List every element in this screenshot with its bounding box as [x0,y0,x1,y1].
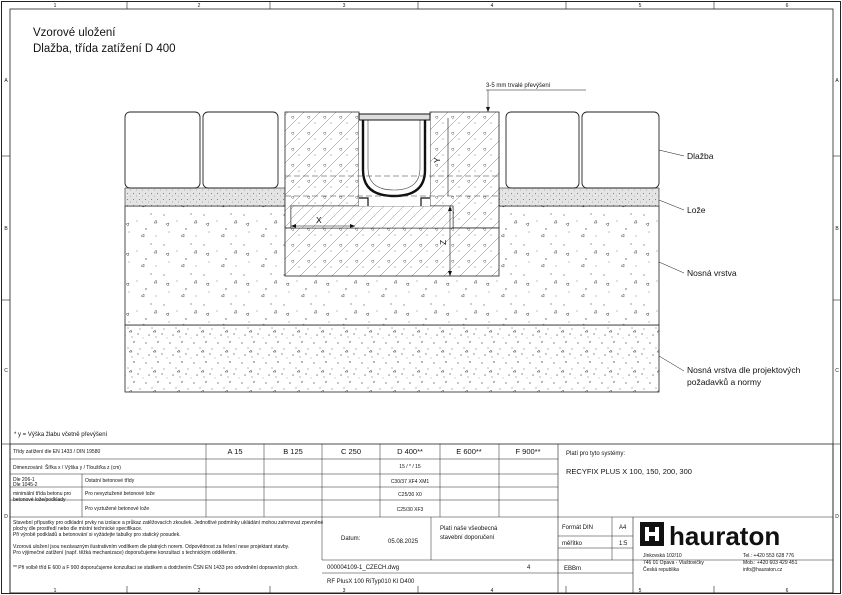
bedding-right [499,188,659,206]
dimension-z: Z [438,239,448,245]
grid-col-5-bottom: 5 [638,588,642,594]
grid-row-d: D [4,514,8,520]
callout-base-layer: Nosná vrstva [687,268,737,278]
table-reinforced-value: C25/30 XF3 [396,507,424,513]
company-address-2: 746 01 Opava - Vlaštovičky [643,560,704,566]
date-value: 05.08.2025 [388,539,419,545]
grid-col-2: 2 [197,3,201,9]
table-reinforced: Pro vyztužené betonové lože [85,506,150,512]
drawing-subtitle: Dlažba, třída zatížení D 400 [33,43,176,55]
dimension-x: X [316,215,322,225]
concrete-bed [285,228,499,276]
company-logo-text: hauraton [669,521,781,551]
grid-row-c-right: C [835,368,839,374]
company-mobile: Mob.: +420 603 429 451 [743,560,798,566]
file-name: 000004109-1_CZECH.dwg [327,565,400,571]
grid-col-6: 6 [785,3,789,9]
cross-section [125,83,659,392]
table-min-class-b: betonové lože/podklady [13,497,66,503]
note-6: ** Při volbě tříd E 600 a F 900 doporučujeme konzultaci se statikem a dodržením ČSN EN 1433 pro odvodnění dopravních ploch. [13,565,299,571]
class-c250: C 250 [340,447,362,456]
grid-col-1-bottom: 1 [53,588,57,594]
table-unreinforced: Pro nevyztužené betonové lože [85,491,155,497]
callout-paving: Dlažba [687,151,714,161]
grid-row-a: A [4,78,8,84]
callout-base-project-1: Nosná vrstva dle projektových [687,365,801,375]
company-address-3: Česká republika [643,567,679,573]
grid-col-6-bottom: 6 [785,588,789,594]
hauraton-logo [640,521,780,551]
recommendation-1: Platí naše všeobecná [440,526,498,532]
company-email: info@hauraton.cz [743,567,783,573]
note-5: Pro výjimečné zatížení (např. těžká mechanizace) doporučujeme konzultaci s technickým oddělením. [13,550,237,556]
file-number: 4 [527,565,531,571]
grid-col-1: 1 [53,3,57,9]
table-standard-b: Dle 1045-2 [13,482,38,488]
table-dimension-value: 15 / * / 15 [399,464,421,470]
date-label: Datum: [341,536,361,542]
table-dimension-label: Dimenzování: Šířka x / Výška y / Tloušťka z (cm) [13,465,121,471]
drawing-name: RF PlusX 100 RiTyp010 KI D400 [327,579,415,585]
table-concrete-other: Ostatní betonové třídy [85,478,135,484]
scale-label: měřítko [562,541,583,547]
grid-row-d-right: D [835,514,839,520]
class-f900: F 900** [515,447,541,456]
grid-row-b-right: B [835,226,839,232]
grid-row-c: C [4,368,8,374]
grid-col-2-bottom: 2 [197,588,201,594]
format-value: A4 [619,525,627,531]
scale-value: 1:5 [619,541,628,547]
note-4: Vzorová uložení jsou nezávazným ilustrativním vodítkem dle platných norem. Odpovědnost za řešení nese projektant stavby. [13,544,290,550]
table-min-class-a: minimální třída betonu pro [13,491,72,497]
grid-row-b: B [4,226,8,232]
class-d400: D 400** [397,447,423,456]
bedding-left [125,188,285,206]
table-standard-a: Dle 206-1 [13,477,35,483]
grid-col-4: 4 [490,3,494,9]
callout-bedding: Lože [687,205,706,215]
grid-col-3-bottom: 3 [342,588,346,594]
note-1: Stavební přípustky pro odkladní prvky na izolace a průkaz zatěžovacích zkoušek. Jednotlivé podmínky ukládání mohou zahrnovat zpevněné [13,520,324,526]
top-note: 3-5 mm trvalé převýšení [486,83,551,89]
systems-list: RECYFIX PLUS X 100, 150, 200, 300 [566,467,692,476]
recommendation-2: stavební doporučení [440,535,495,541]
class-e600: E 600** [456,447,482,456]
note-2: plochy dle prostředí nebo dle místní technické specifikace. [13,526,143,532]
grid-col-3: 3 [342,3,346,9]
author: EBBm [564,566,582,572]
format-label: Formát DIN [562,525,594,531]
table-concrete-value: C30/37 XF4 XM1 [390,479,430,485]
grid-row-a-right: A [835,78,839,84]
grid-col-4-bottom: 4 [490,588,494,594]
callout-base-project-2: požadavků a normy [687,377,762,387]
base-layer-project [125,325,659,392]
class-b125: B 125 [283,447,303,456]
drawing-title: Vzorové uložení [33,27,116,39]
footnote: * y = Výška žlabu včetně převýšení [14,432,108,438]
table-unreinforced-value: C25/30 X0 [398,492,422,498]
note-3: Při výrobě podkladů a betonování si vyžádejte tabulky pro statický posudek. [13,532,181,538]
class-a15: A 15 [227,447,243,456]
dimension-y: Y [432,157,442,163]
grid-col-5: 5 [638,3,642,9]
company-address-1: Jinkovská 102/10 [643,553,682,559]
table-load-classes-label: Třídy zatížení dle EN 1433 / DIN 19580 [13,449,101,455]
callout-leaders [659,150,684,371]
systems-title: Platí pro tyto systémy: [566,451,626,457]
company-tel: Tel.: +420 553 628 776 [743,553,795,559]
